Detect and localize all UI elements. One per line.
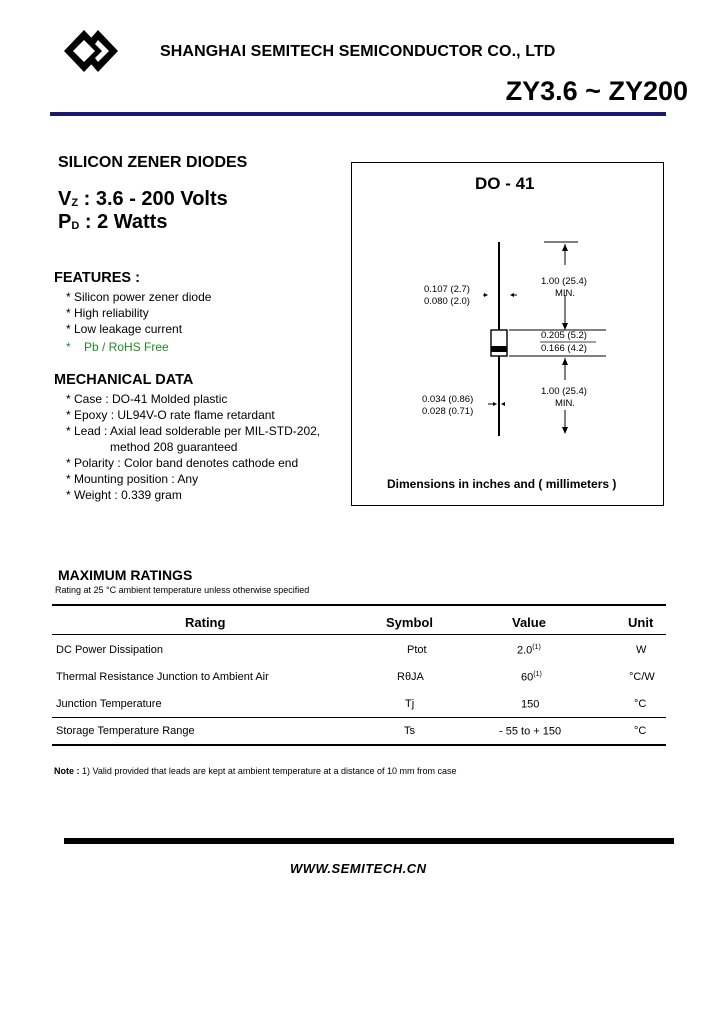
mechanical-item: * Polarity : Color band denotes cathode end [66, 456, 299, 470]
row-value: - 55 to + 150 [499, 725, 562, 738]
arrow-left-icon [510, 293, 514, 297]
vz-value: : 3.6 - 200 Volts [83, 188, 228, 210]
pd-symbol: P [58, 211, 72, 233]
row-symbol: RθJA [397, 671, 424, 683]
row-unit: °C/W [629, 671, 655, 683]
mechanical-item: * Mounting position : Any [66, 472, 199, 486]
vz-subscript: Z [71, 197, 79, 209]
dim-body-diameter-min: 0.080 (2.0) [424, 296, 470, 307]
header-value: Value [512, 615, 546, 630]
dim-top-lead-min: MIN. [555, 288, 576, 299]
table-bottom-rule [52, 744, 666, 746]
mechanical-item: * Weight : 0.339 gram [66, 488, 182, 502]
pd-spec [58, 211, 167, 234]
mechanical-heading: MECHANICAL DATA [54, 372, 194, 388]
row-rating: Junction Temperature [56, 698, 162, 710]
arrow-right-icon [484, 293, 488, 297]
arrow-left-icon [501, 402, 505, 406]
dimensions-note: Dimensions in inches and ( millimeters ) [387, 477, 617, 491]
mechanical-item: * Lead : Axial lead solderable per MIL-STD-202, [66, 424, 321, 438]
arrow-down-icon [562, 323, 568, 330]
part-number: ZY3.6 ~ ZY200 [505, 76, 688, 106]
cathode-band [491, 346, 507, 352]
row-rating: Thermal Resistance Junction to Ambient Air [56, 671, 269, 683]
footnote: Note : 1) Valid provided that leads are kept at ambient temperature at a distance of 10 mm from case [54, 766, 457, 776]
feature-item: * High reliability [66, 306, 149, 320]
features-heading: FEATURES : [54, 270, 140, 286]
mechanical-item: * Case : DO-41 Molded plastic [66, 392, 228, 406]
arrow-up-icon [562, 244, 568, 251]
do41-outline-drawing [351, 162, 664, 506]
row-rating: Storage Temperature Range [56, 725, 195, 737]
dim-body-length-min: 0.166 (4.2) [541, 343, 587, 354]
dim-top-lead-length: 1.00 (25.4) [541, 276, 587, 287]
row-value: 150 [521, 698, 540, 711]
vz-spec [58, 188, 228, 211]
header-divider [50, 112, 666, 116]
table-row-rule [52, 717, 666, 718]
product-title: SILICON ZENER DIODES [58, 154, 248, 171]
feature-item: * Silicon power zener diode [66, 290, 212, 304]
row-value: 2.0$^{(1)}$ [517, 644, 541, 657]
dim-lead-diameter-min: 0.028 (0.71) [422, 406, 474, 417]
ratings-subtitle: Rating at 25 °C ambient temperature unless otherwise specified [55, 585, 310, 595]
dim-body-length-max: 0.205 (5.2) [541, 330, 587, 341]
diamond-logo-icon [64, 28, 120, 74]
header-symbol: Symbol [386, 615, 433, 630]
pd-value: : 2 Watts [84, 211, 168, 233]
company-name: SHANGHAI SEMITECH SEMICONDUCTOR CO., LTD [160, 43, 556, 60]
arrow-down-icon [562, 427, 568, 434]
pd-subscript: D [71, 220, 80, 232]
vz-symbol: V [58, 188, 72, 210]
row-symbol: Tj [405, 698, 415, 710]
row-rating: DC Power Dissipation [56, 644, 163, 656]
arrow-right-icon [493, 402, 497, 406]
website-url[interactable]: WWW.SEMITECH.CN [290, 861, 427, 876]
dim-body-diameter-max: 0.107 (2.7) [424, 284, 470, 295]
mechanical-item: method 208 guaranteed [110, 440, 238, 454]
dim-bottom-lead-length: 1.00 (25.4) [541, 386, 587, 397]
feature-item: * Low leakage current [66, 322, 183, 336]
table-header-rule [52, 634, 666, 635]
footer-divider [64, 838, 674, 844]
row-value: 60$^{(1)}$ [521, 671, 542, 684]
row-unit: W [636, 644, 647, 656]
row-symbol: Ptot [407, 644, 427, 656]
header-rating: Rating [185, 615, 226, 630]
ratings-title: MAXIMUM RATINGS [58, 567, 193, 583]
feature-item-rohs: * Pb / RoHS Free [66, 340, 169, 354]
table-top-rule [52, 604, 666, 606]
mechanical-item: * Epoxy : UL94V-O rate flame retardant [66, 408, 275, 422]
row-unit: °C [634, 698, 647, 710]
row-unit: °C [634, 725, 647, 737]
diode-body [491, 330, 507, 356]
row-symbol: Ts [404, 725, 415, 737]
package-title: DO - 41 [475, 174, 535, 193]
dim-lead-diameter-max: 0.034 (0.86) [422, 394, 474, 405]
dim-bottom-lead-min: MIN. [555, 398, 576, 409]
arrow-up-icon [562, 358, 568, 365]
header-unit: Unit [628, 615, 654, 630]
